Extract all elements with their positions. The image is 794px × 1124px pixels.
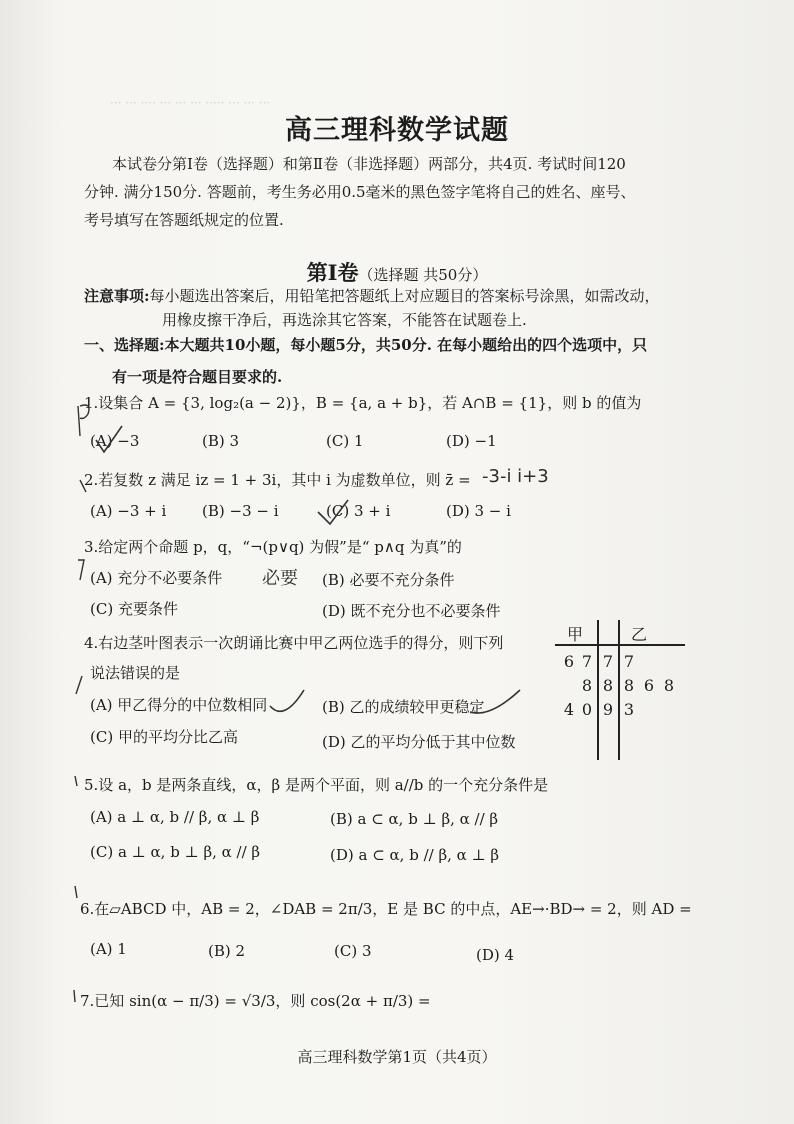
leaf-left: 4 (563, 700, 575, 719)
q3-option-b: (B) 必要不充分条件 (322, 571, 455, 589)
q6-option-a: (A) 1 (90, 940, 127, 958)
leaf-left: 8 (581, 676, 593, 695)
q1-option-d: (D) −1 (446, 432, 497, 450)
q3-margin-mark (78, 560, 84, 580)
question-4-stem-line-1: 4.右边茎叶图表示一次朗诵比赛中甲乙两位选手的得分，则下列 (84, 634, 504, 652)
question-4-stem-line-2: 说法错误的是 (90, 664, 181, 682)
leaf-right: 8 (663, 676, 675, 695)
q1-option-c: (C) 1 (326, 432, 364, 450)
q5-option-b: (B) a ⊂ α, b ⊥ β, α // β (330, 810, 499, 828)
leaf-right: 7 (623, 652, 635, 671)
leaf-left: 7 (581, 652, 593, 671)
q5-option-d: (D) a ⊂ α, b // β, α ⊥ β (330, 846, 500, 864)
intro-line-3: 考号填写在答题纸规定的位置. (84, 211, 284, 229)
question-1-stem: 1.设集合 A = {3, log₂(a − 2)}，B = {a, a + b}，若 A∩B = {1}，则 b 的值为 (84, 394, 642, 412)
q2-option-d: (D) 3 − i (446, 502, 511, 520)
q6-option-b: (B) 2 (208, 942, 246, 960)
q3-handwritten-note: 必要 (262, 568, 298, 589)
q2-answer-tick (318, 500, 348, 524)
q1-answer-tick (96, 426, 122, 452)
q2-option-c: (C) 3 + i (326, 502, 391, 520)
q3-option-a: (A) 充分不必要条件 (90, 569, 223, 587)
q1-option-a: (A) −3 (90, 432, 140, 450)
notice-text-1: 每小题选出答案后，用铅笔把答题纸上对应题目的答案标号涂黑，如需改动， (149, 287, 660, 305)
leaf-right: 6 (643, 676, 655, 695)
q7-margin-mark (74, 990, 75, 1002)
leaf-left: 0 (581, 700, 593, 719)
leaf-right: 8 (623, 676, 635, 695)
q5-option-c: (C) a ⊥ α, b ⊥ β, α // β (90, 843, 261, 861)
q6-margin-mark (75, 886, 77, 898)
section-subtitle: （选择题 共50分） (358, 266, 488, 284)
stem-value: 9 (602, 700, 614, 719)
question-7-stem: 7.已知 sin(α − π/3) = √3/3，则 cos(2α + π/3) = (80, 992, 431, 1010)
q2-option-a: (A) −3 + i (90, 502, 167, 520)
question-3-stem: 3.给定两个命题 p，q，“¬(p∨q) 为假”是“ p∧q 为真”的 (84, 538, 462, 556)
q4-option-b: (B) 乙的成绩较甲更稳定 (322, 698, 485, 716)
page-footer: 高三理科数学第1页（共4页） (297, 1048, 497, 1066)
q5-option-a: (A) a ⊥ α, b // β, α ⊥ β (90, 808, 260, 826)
stem-value: 8 (602, 676, 614, 695)
leaf-left: 6 (563, 652, 575, 671)
question-2-stem: 2.若复数 z 满足 iz = 1 + 3i，其中 i 为虚数单位，则 z̄ = (84, 471, 471, 489)
q4-margin-mark (76, 676, 82, 694)
header-jia: 甲 (567, 625, 584, 644)
q1-option-b: (B) 3 (202, 432, 240, 450)
header-yi: 乙 (631, 625, 648, 644)
q3-option-d: (D) 既不充分也不必要条件 (322, 602, 501, 620)
stem-value: 7 (602, 652, 614, 671)
intro-line-1: 本试卷分第Ⅰ卷（选择题）和第Ⅱ卷（非选择题）两部分，共4页. 考试时间120 (112, 155, 626, 173)
q4-option-a: (A) 甲乙得分的中位数相同 (90, 696, 268, 714)
q3-option-c: (C) 充要条件 (90, 600, 178, 618)
q2-margin-mark (80, 480, 86, 492)
part-instructions-1: 一、选择题:本大题共10小题，每小题5分，共50分. 在每小题给出的四个选项中，只 (84, 336, 648, 354)
q4-option-c: (C) 甲的平均分比乙高 (90, 728, 238, 746)
q1-margin-mark (78, 405, 89, 436)
page-title: 高三理科数学试题 (285, 115, 509, 146)
q4-tick-b (470, 690, 520, 713)
question-5-stem: 5.设 a，b 是两条直线，α，β 是两个平面，则 a//b 的一个充分条件是 (84, 776, 549, 794)
q6-option-d: (D) 4 (476, 946, 515, 964)
q2-option-b: (B) −3 − i (202, 502, 279, 520)
q6-option-c: (C) 3 (334, 942, 372, 960)
bleed-through-text: ··· ··· ···· ··· ··· ··· ····· ··· ··· ··· (110, 96, 271, 110)
q2-handwritten-note: -3-i i+3 (482, 466, 549, 487)
notice-line-2: 用橡皮擦干净后，再选涂其它答案，不能答在试题卷上. (162, 311, 527, 329)
intro-line-2: 分钟. 满分150分. 答题前，考生务必用0.5毫米的黑色签字笔将自己的姓名、座号、 (84, 183, 636, 201)
q5-margin-mark (75, 776, 77, 786)
question-6-stem: 6.在▱ABCD 中，AB = 2，∠DAB = 2π/3，E 是 BC 的中点，AE→·BD→ = 2，则 AD = (80, 900, 692, 918)
notice-label: 注意事项: (84, 287, 150, 305)
q4-option-d: (D) 乙的平均分低于其中位数 (322, 733, 516, 751)
q4-tick-a (270, 690, 304, 711)
part-instructions-2: 有一项是符合题目要求的. (112, 368, 283, 386)
section-name: 第Ⅰ卷 (306, 260, 359, 285)
leaf-right: 3 (623, 700, 635, 719)
